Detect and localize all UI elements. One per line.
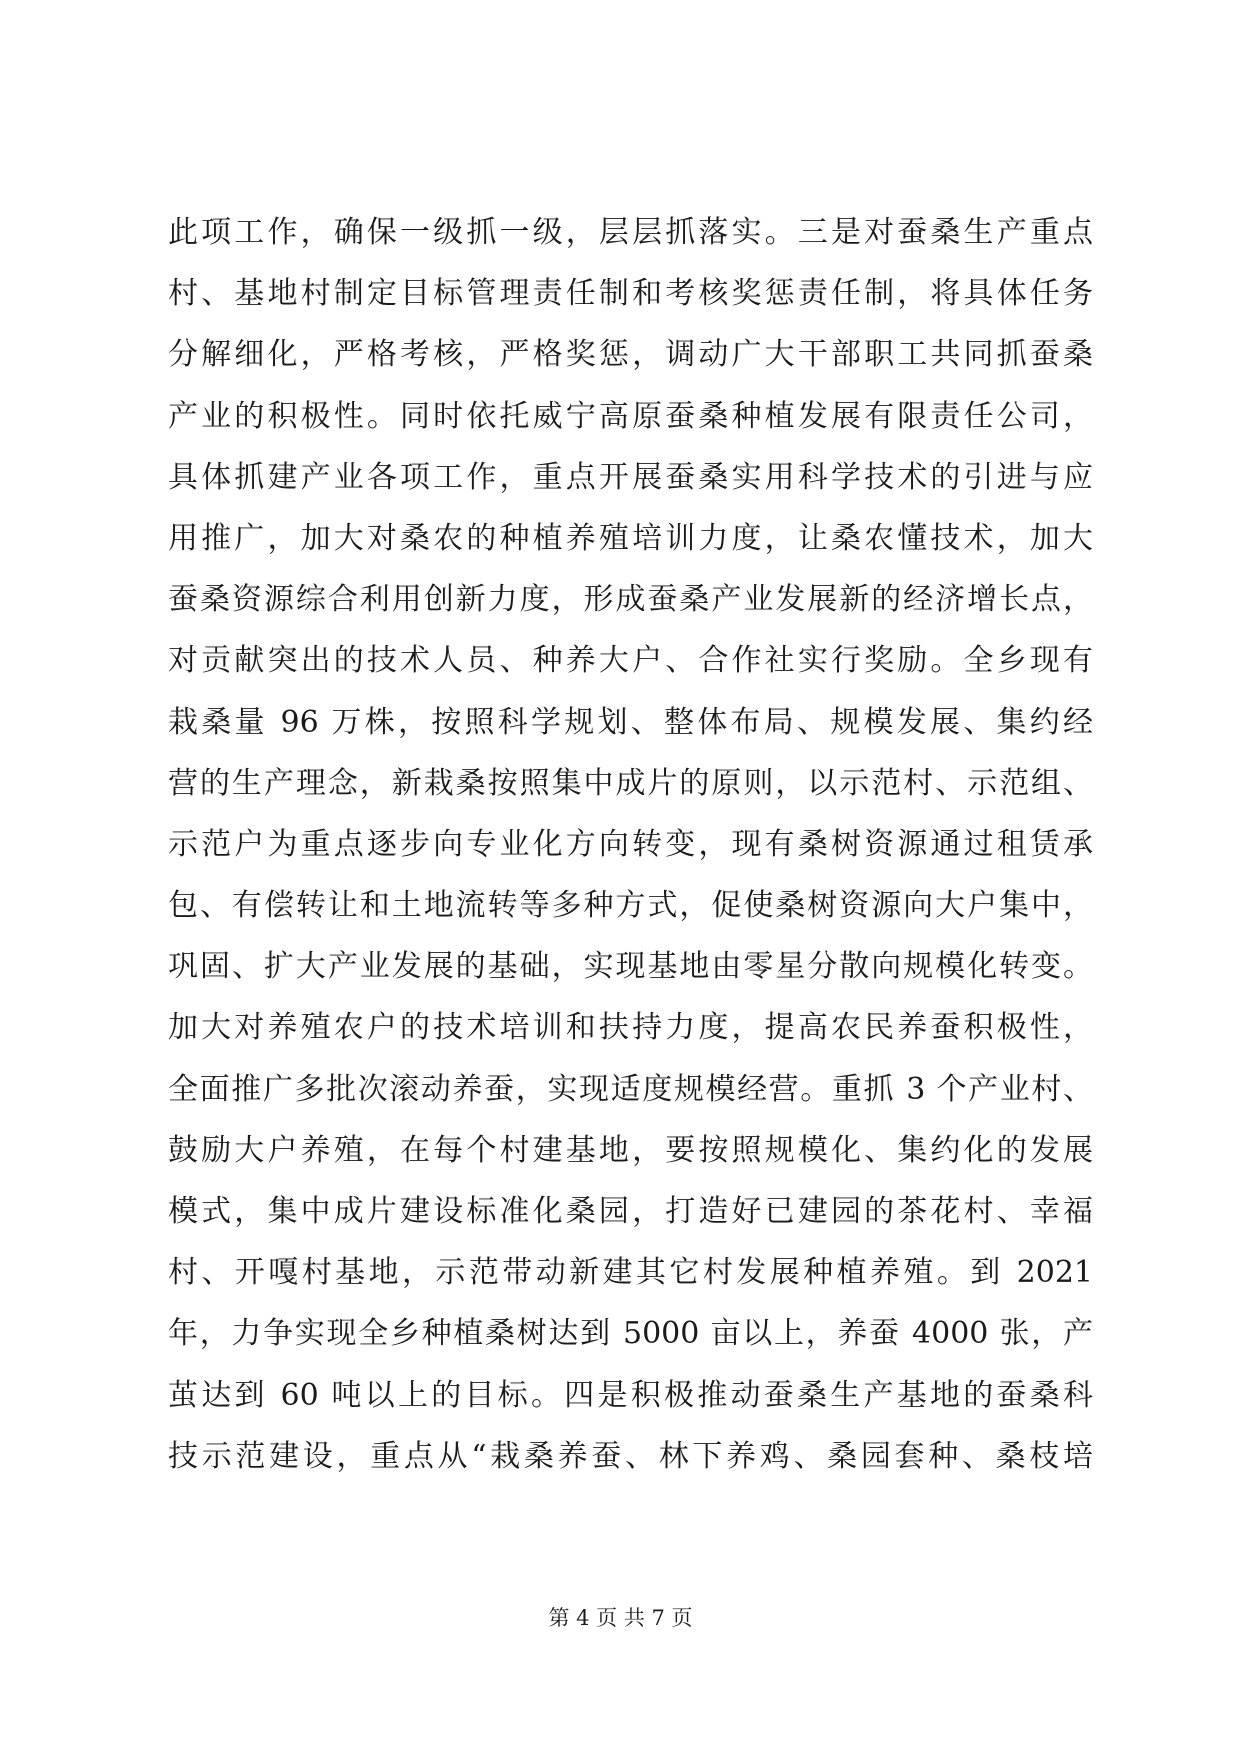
text-line: 村、开嘎村基地，示范带动新建其它村发展种植养殖。到 2021 — [168, 1255, 1093, 1291]
text-line: 全面推广多批次滚动养蚕，实现适度规模经营。重抓 3 个产业村、 — [168, 1071, 1093, 1107]
text-line: 分解细化，严格考核，严格奖惩，调动广大干部职工共同抓蚕桑 — [168, 337, 1093, 373]
text-line: 对贡献突出的技术人员、种养大户、合作社实行奖励。全乡现有 — [168, 643, 1093, 679]
text-line: 年，力争实现全乡种植桑树达到 5000 亩以上，养蚕 4000 张，产 — [168, 1316, 1093, 1352]
page-number-label: 第 4 页 共 7 页 — [548, 1606, 693, 1630]
text-line: 蚕桑资源综合利用创新力度，形成蚕桑产业发展新的经济增长点， — [168, 582, 1093, 618]
text-line: 茧达到 60 吨以上的目标。四是积极推动蚕桑生产基地的蚕桑科 — [168, 1377, 1093, 1413]
body-text — [168, 202, 1093, 1487]
text-line: 加大对养殖农户的技术培训和扶持力度，提高农民养蚕积极性， — [168, 1010, 1093, 1046]
text-line: 用推广，加大对桑农的种植养殖培训力度，让桑农懂技术，加大 — [168, 520, 1093, 556]
text-line: 示范户为重点逐步向专业化方向转变，现有桑树资源通过租赁承 — [168, 826, 1093, 862]
text-line: 栽桑量 96 万株，按照科学规划、整体布局、规模发展、集约经 — [168, 704, 1093, 740]
text-line: 此项工作，确保一级抓一级，层层抓落实。三是对蚕桑生产重点 — [168, 215, 1093, 250]
page-footer — [0, 1604, 1241, 1632]
text-line: 村、基地村制定目标管理责任制和考核奖惩责任制，将具体任务 — [168, 276, 1093, 312]
text-line: 技示范建设，重点从“栽桑养蚕、林下养鸡、桑园套种、桑枝培 — [168, 1438, 1093, 1474]
text-line: 具体抓建产业各项工作，重点开展蚕桑实用科学技术的引进与应 — [168, 459, 1093, 495]
text-line: 产业的积极性。同时依托威宁高原蚕桑种植发展有限责任公司， — [168, 398, 1093, 434]
text-line: 巩固、扩大产业发展的基础，实现基地由零星分散向规模化转变。 — [168, 949, 1093, 985]
text-line: 营的生产理念，新栽桑按照集中成片的原则，以示范村、示范组、 — [168, 765, 1093, 801]
text-line: 包、有偿转让和土地流转等多种方式，促使桑树资源向大户集中， — [168, 888, 1093, 924]
text-line: 鼓励大户养殖，在每个村建基地，要按照规模化、集约化的发展 — [168, 1132, 1093, 1168]
text-line: 模式，集中成片建设标准化桑园，打造好已建园的茶花村、幸福 — [168, 1194, 1093, 1229]
